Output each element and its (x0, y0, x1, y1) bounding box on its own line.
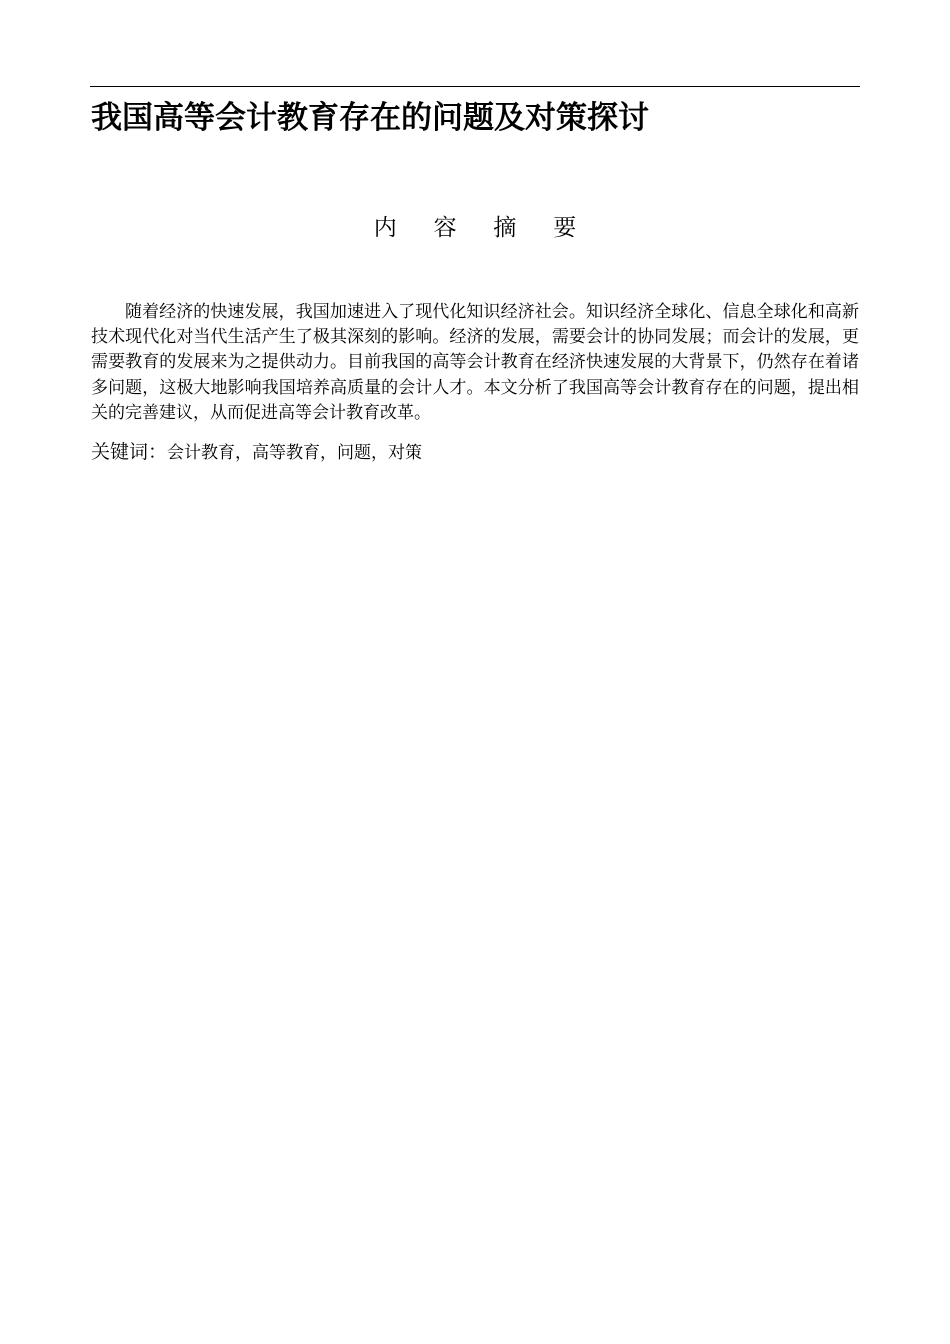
abstract-paragraph: 随着经济的快速发展，我国加速进入了现代化知识经济社会。知识经济全球化、信息全球化和高新技术现代化对当代生活产生了极其深刻的影响。经济的发展，需要会计的协同发展；而会计的发展，更需要教育的发展来为之提供动力。目前我国的高等会计教育在经济快速发展的大背景下，仍然存在着诸多问题，这极大地影响我国培养高质量的会计人才。本文分析了我国高等会计教育存在的问题，提出相关的完善建议，从而促进高等会计教育改革。 (91, 302, 859, 423)
keywords-label: 关键词： (91, 441, 168, 463)
keywords-list: 会计教育，高等教育，问题，对策 (167, 443, 423, 463)
document-title: 我国高等会计教育存在的问题及对策探讨 (91, 100, 649, 136)
keywords-line (91, 439, 859, 466)
abstract-heading: 内容摘要 (373, 215, 613, 241)
header-rule (90, 86, 860, 87)
